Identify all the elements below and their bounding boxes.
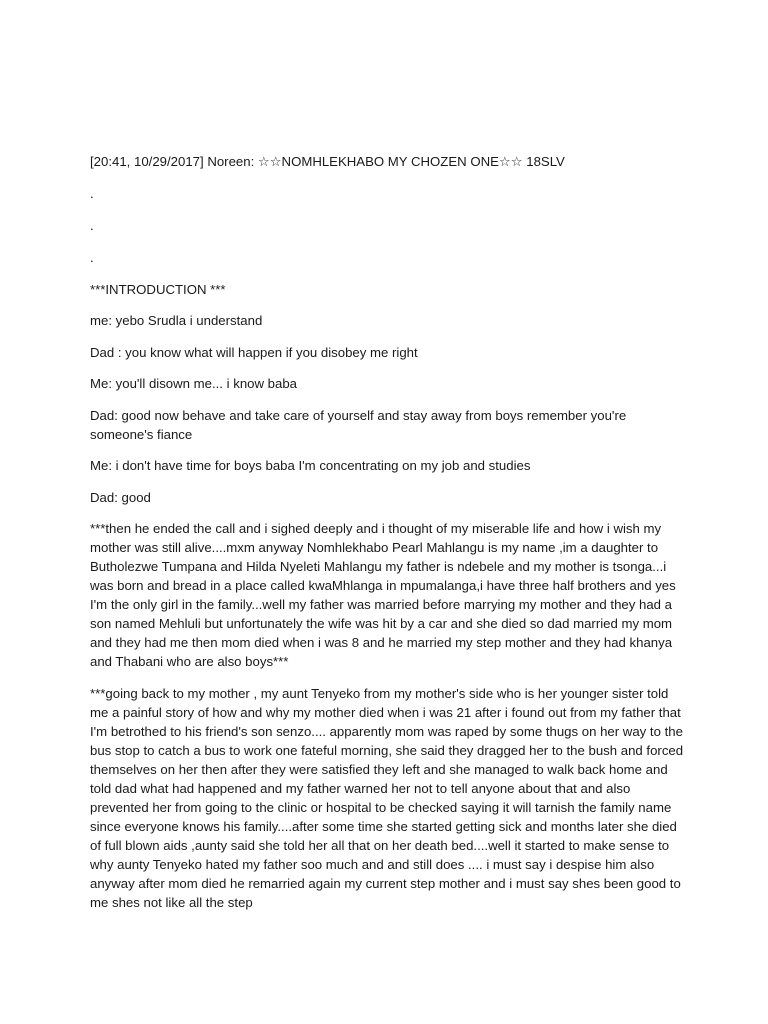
- separator-dot: .: [90, 249, 94, 265]
- paragraph: Dad : you know what will happen if you disobey me right: [90, 344, 418, 360]
- separator-dot: .: [90, 185, 94, 201]
- document-page: [90, 152, 690, 924]
- separator-dot: .: [90, 217, 94, 233]
- section-heading: ***INTRODUCTION ***: [90, 281, 226, 297]
- paragraph: Me: i don't have time for boys baba I'm concentrating on my job and studies: [90, 458, 531, 473]
- paragraph: Me: you'll disown me... i know baba: [90, 376, 298, 391]
- chat-header-line: [20:41, 10/29/2017] Noreen: ☆☆NOMHLEKHABO MY CHOZEN ONE☆☆ 18SLV: [90, 154, 565, 169]
- paragraph: ***then he ended the call and i sighed deeply and i thought of my miserable life and how i wish my mother was still alive....mxm anyway Nomhlekhabo Pearl Mahlangu is my name ,im a daughter to Butholezwe Tumpana and Hilda Nyeleti Mahlangu my father is ndebele and my mother is tsonga...i was born and bread in a place called kwaMhlanga in mpumalanga,i have three half brothers and yes I'm the only girl in the family...well my father was married before marrying my mother and they had a son named Mehluli but unfortunately the wife was hit by a car and she died so dad married my mom and they had me then mom died when i was 8 and he married my step mother and they had khanya and Thabani who are also boys***: [90, 521, 676, 669]
- paragraph: Dad: good: [90, 489, 151, 505]
- paragraph: Dad: good now behave and take care of yourself and stay away from boys remember you're someone's fiance: [90, 407, 627, 442]
- paragraph: ***going back to my mother , my aunt Tenyeko from my mother's side who is her younger sister told me a painful story of how and why my mother died when i was 21 after i found out from my father that I'm betrothed to his friend's son senzo.... apparently mom was raped by some thugs on her way to the bus stop to catch a bus to work one fateful morning, she said they dragged her to the bush and forced themselves on her then after they were satisfied they left and she managed to walk back home and told dad what had happened and my father warned her not to tell anyone about that and also prevented her from going to the clinic or hospital to be checked saying it will tarnish the family name since everyone knows his family....after some time she started getting sick and months later she died of full blown aids ,aunty said she told her all that on her death bed....well it started to make sense to why aunty Tenyeko hated my father soo much and and still does .... i must say i despise him also anyway after mom died he remarried again my current step mother and i must say shes been good to me shes not like all the step: [90, 685, 684, 910]
- paragraph: me: yebo Srudla i understand: [90, 313, 263, 328]
